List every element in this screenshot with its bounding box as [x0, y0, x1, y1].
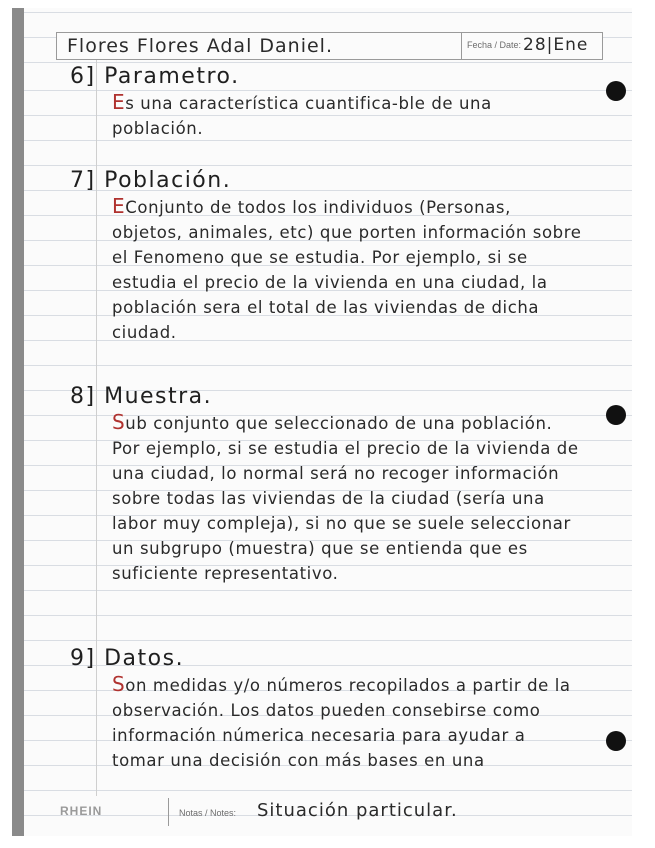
section-title: Datos.: [104, 646, 185, 671]
section-text: Conjunto de todos los individuos (Personas, objetos, animales, etc) que porten información sobre el Fenomeno que se estudia. Por ejemplo, si se estudia el precio de la vivienda en una ciudad, la población sera el total de las viviendas de dicha ciudad.: [112, 198, 582, 342]
section-initial: E: [112, 90, 126, 114]
section-poblacion: [70, 168, 610, 345]
section-title: Población.: [104, 168, 232, 193]
section-datos: [70, 646, 610, 773]
brand-logo: RHEIN: [60, 804, 103, 818]
student-name: Flores Flores Adal Daniel.: [67, 35, 333, 57]
notes-value: Situación particular.: [257, 800, 458, 821]
punch-hole: [606, 731, 626, 751]
section-initial: S: [112, 672, 126, 696]
section-text: on medidas y/o números recopilados a partir de la observación. Los datos pueden consebirse como información númerica necesaria para ayudar a tomar una decisión con más bases en una: [112, 676, 571, 770]
notes-box: [168, 798, 609, 826]
section-number: 6]: [70, 64, 96, 89]
section-initial: E: [112, 194, 126, 218]
section-number: 9]: [70, 646, 96, 671]
punch-hole: [606, 81, 626, 101]
section-body: [112, 90, 582, 141]
date-value: 28|Ene: [523, 35, 589, 55]
section-body: [112, 194, 582, 345]
section-text: s una característica cuantifica-ble de una población.: [112, 94, 492, 138]
page-footer: [60, 798, 610, 826]
section-muestra: [70, 384, 610, 586]
section-body: [112, 672, 582, 773]
section-heading: [70, 384, 610, 410]
notes-label: Notas / Notes:: [179, 808, 237, 818]
section-title: Parametro.: [104, 64, 240, 89]
section-parametro: [70, 64, 610, 141]
section-initial: S: [112, 410, 126, 434]
date-label: Fecha / Date:: [467, 40, 522, 50]
punch-hole: [606, 405, 626, 425]
page-header: [56, 32, 603, 60]
section-number: 8]: [70, 384, 96, 409]
section-title: Muestra.: [104, 384, 213, 409]
section-heading: [70, 168, 610, 194]
section-heading: [70, 646, 610, 672]
section-heading: [70, 64, 610, 90]
section-text: ub conjunto que seleccionado de una población. Por ejemplo, si se estudia el precio de la vivienda de una ciudad, lo normal será no recoger información sobre todas las viviendas de la ciudad (sería una labor muy compleja), si no que se suele seleccionar un subgrupo (muestra) que se entienda que es suficiente representativo.: [112, 414, 579, 583]
section-number: 7]: [70, 168, 96, 193]
section-body: [112, 410, 582, 586]
notebook-page: [12, 8, 632, 836]
